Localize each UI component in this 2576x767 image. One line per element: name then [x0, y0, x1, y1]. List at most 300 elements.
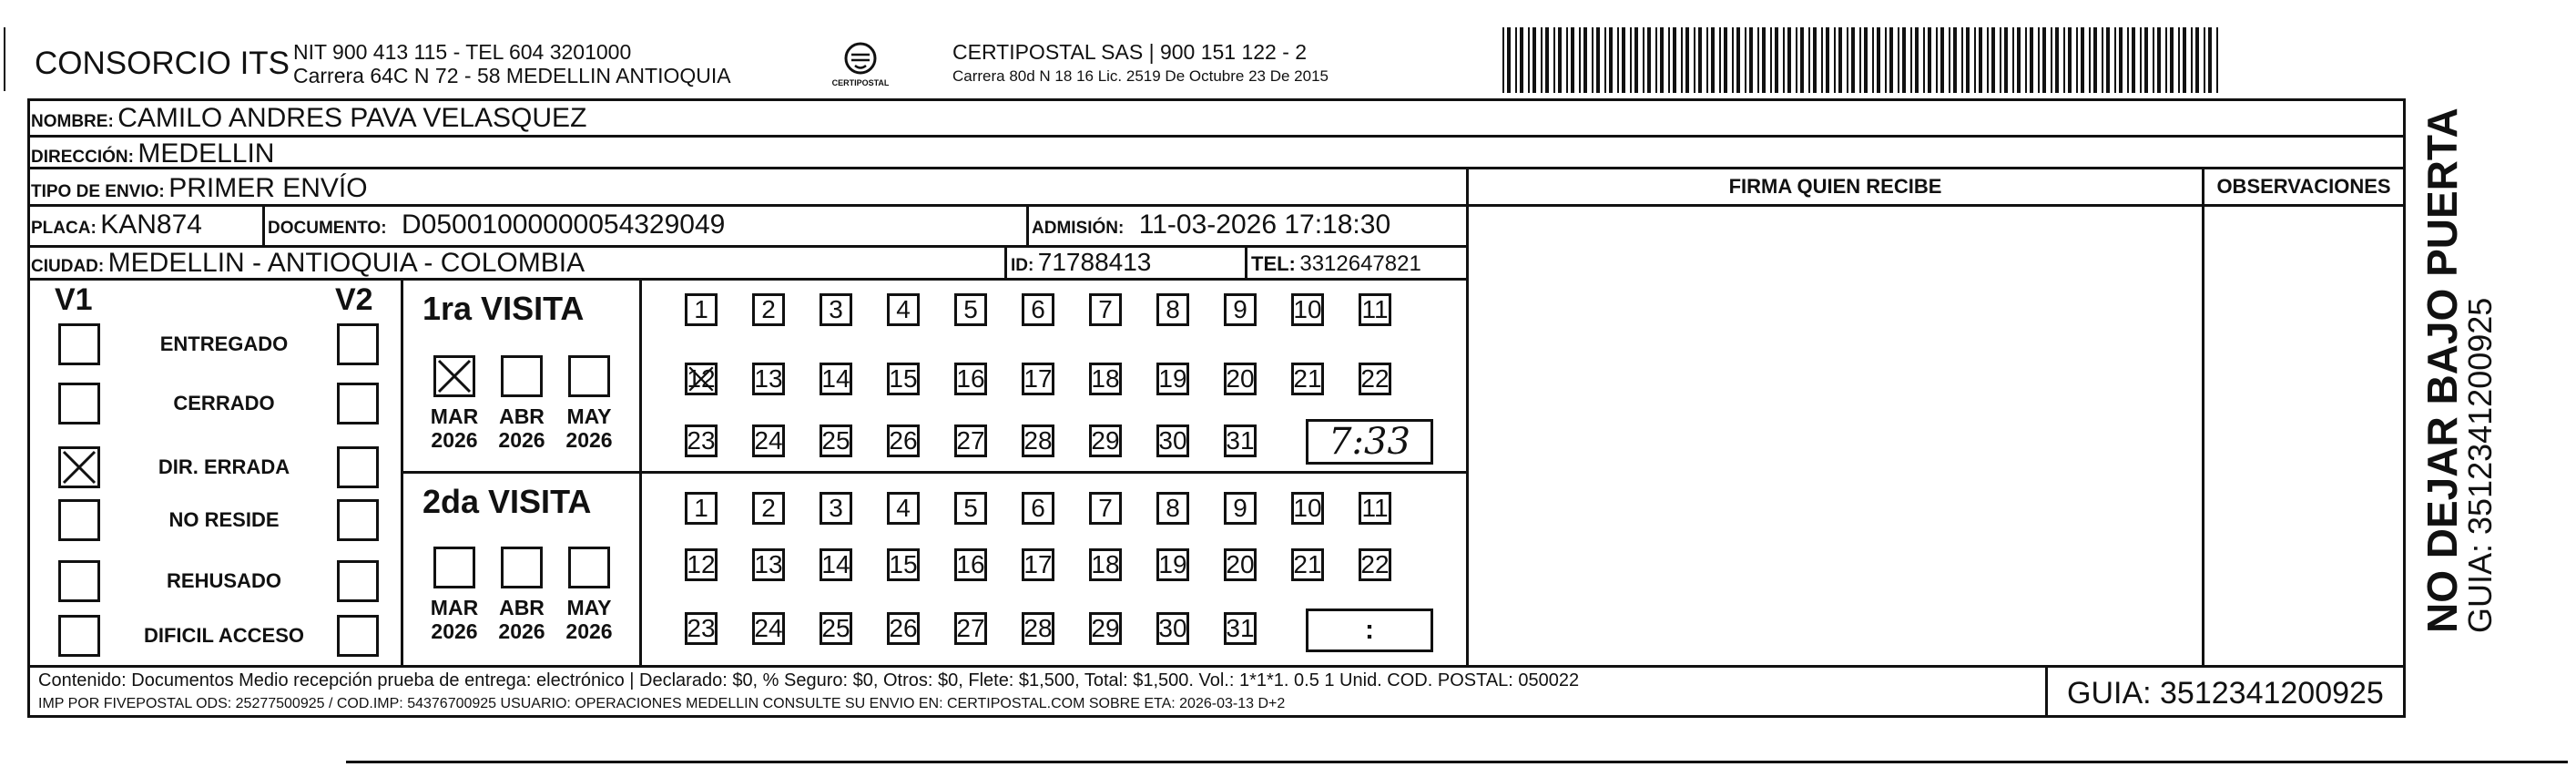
barcode-bar	[1923, 27, 1925, 93]
side-main: NO DEJAR BAJO PUERTA	[2418, 107, 2466, 633]
barcode-bar	[1579, 27, 1581, 93]
barcode-bar	[1502, 27, 1504, 93]
visit2-day-2[interactable]	[752, 492, 785, 525]
visit2-day-15[interactable]	[887, 548, 920, 581]
v2-checkbox-3[interactable]	[337, 499, 379, 541]
footer-line2: IMP POR FIVEPOSTAL ODS: 25277500925 / COD.IMP: 54376700925 USUARIO: OPERACIONES MEDELLIN CONSULTE SU ENVIO EN: CERTIPOSTAL.COM SOBRE ETA: 2026-03-13 D+2	[38, 696, 1286, 711]
barcode-bar	[2042, 27, 2046, 93]
visit2-month-year-0: 2026	[431, 619, 478, 643]
status-label-5: DIFICIL ACCESO	[143, 624, 304, 647]
visit2-day-10[interactable]	[1291, 492, 1324, 525]
barcode-bar	[1698, 27, 1702, 93]
visit1-day-28[interactable]	[1022, 424, 1054, 457]
visit1-day-label: 5	[963, 295, 978, 323]
barcode-bar	[1745, 27, 1746, 93]
visit2-month-label-1	[490, 596, 554, 643]
v2-checkbox-0[interactable]	[337, 323, 379, 365]
barcode-bar	[1889, 27, 1893, 93]
visit2-time-box[interactable]	[1306, 608, 1433, 652]
visit1-day-label: 26	[889, 426, 918, 455]
visit1-day-1[interactable]	[685, 293, 718, 326]
visit1-month-label-0	[423, 404, 486, 452]
visit2-day-12[interactable]	[685, 548, 718, 581]
barcode-bar	[1808, 27, 1810, 93]
visit1-day-label: 2	[761, 295, 776, 323]
status-label-1: CERRADO	[173, 392, 275, 414]
barcode-bar	[1902, 27, 1906, 93]
company-name: CONSORCIO ITS	[35, 46, 290, 81]
visit2-day-3[interactable]	[820, 492, 852, 525]
visit2-day-label: 4	[896, 494, 911, 522]
barcode-bar	[1834, 27, 1836, 93]
row-direccion	[31, 138, 274, 169]
visit2-month-year-2: 2026	[565, 619, 613, 643]
barcode-bar	[1545, 27, 1549, 93]
visit1-day-3[interactable]	[820, 293, 852, 326]
barcode-bar	[2063, 27, 2065, 93]
visit2-month-checkbox-2[interactable]	[568, 547, 610, 588]
barcode-bar	[1961, 27, 1963, 93]
visit1-day-label: 23	[687, 426, 716, 455]
status-label-4: REHUSADO	[167, 569, 281, 592]
visit2-day-31[interactable]	[1224, 612, 1257, 645]
visit2-day-label: 26	[889, 614, 918, 642]
visit2-day-label: 12	[687, 550, 716, 578]
visit1-month-checkbox-1[interactable]	[501, 355, 543, 397]
barcode-bar	[1872, 27, 1874, 93]
visit2-month-year-1: 2026	[498, 619, 545, 643]
visit2-month-name-2: MAY	[566, 596, 612, 619]
placa-field	[31, 210, 202, 240]
visit1-day-21[interactable]	[1291, 363, 1324, 395]
visit1-day-label: 28	[1023, 426, 1053, 455]
visit1-day-11[interactable]	[1359, 293, 1391, 326]
company-address: Carrera 64C N 72 - 58 MEDELLIN ANTIOQUIA	[293, 64, 731, 87]
visit1-day-6[interactable]	[1022, 293, 1054, 326]
barcode-bar	[1736, 27, 1740, 93]
id-value: 71788413	[1037, 248, 1152, 276]
barcode-bar	[1685, 27, 1689, 93]
visit1-day-label: 20	[1226, 364, 1255, 393]
visit1-day-18[interactable]	[1089, 363, 1122, 395]
visit2-day-label: 20	[1226, 550, 1255, 578]
visit2-day-label: 24	[754, 614, 783, 642]
barcode-bar	[1553, 27, 1555, 93]
ciudad-label: CIUDAD:	[31, 257, 105, 276]
barcode-bar	[1877, 27, 1880, 93]
company-nit-tel: NIT 900 413 115 - TEL 604 3201000	[293, 40, 632, 64]
ciudad-field	[31, 248, 585, 279]
visit1-day-13[interactable]	[752, 363, 785, 395]
visit1-day-20[interactable]	[1224, 363, 1257, 395]
v1-checkbox-3[interactable]	[58, 499, 100, 541]
barcode-bar	[2157, 27, 2161, 93]
documento-field	[268, 210, 725, 240]
barcode-bar	[1558, 27, 1562, 93]
signature-area[interactable]	[1469, 204, 2202, 665]
visit1-day-label: 14	[821, 364, 850, 393]
barcode-bar	[1762, 27, 1766, 93]
barcode-bar	[2216, 27, 2218, 93]
visit2-day-label: 2	[761, 494, 776, 522]
visit2-time: :	[1365, 615, 1374, 645]
status-label-2: DIR. ERRADA	[158, 455, 290, 478]
visit2-day-16[interactable]	[954, 548, 987, 581]
barcode-bar	[1838, 27, 1842, 93]
side-text	[2418, 107, 2545, 633]
barcode-bar	[2017, 27, 2021, 93]
visit2-day-24[interactable]	[752, 612, 785, 645]
visit2-day-5[interactable]	[954, 492, 987, 525]
visit1-day-label: 7	[1098, 295, 1113, 323]
barcode-bar	[2140, 27, 2142, 93]
visit1-day-8[interactable]	[1156, 293, 1189, 326]
visit1-day-label: 4	[896, 295, 911, 323]
barcode-bar	[1910, 27, 1912, 93]
visit1-day-label: 29	[1091, 426, 1120, 455]
visit1-month-checkbox-2[interactable]	[568, 355, 610, 397]
v2-checkbox-5[interactable]	[337, 615, 379, 657]
visit2-day-23[interactable]	[685, 612, 718, 645]
barcode-bar	[1953, 27, 1957, 93]
barcode-bar	[2030, 27, 2033, 93]
visit2-day-label: 3	[829, 494, 843, 522]
visit2-day-label: 6	[1031, 494, 1045, 522]
barcode-bar	[1711, 27, 1715, 93]
barcode-bar	[2132, 27, 2135, 93]
visit1-day-10[interactable]	[1291, 293, 1324, 326]
visit1-month-label-1	[490, 404, 554, 452]
barcode-bar	[2068, 27, 2072, 93]
observaciones-area[interactable]	[2204, 204, 2403, 665]
visit2-day-8[interactable]	[1156, 492, 1189, 525]
barcode-bar	[1732, 27, 1734, 93]
barcode-bar	[1757, 27, 1759, 93]
nombre-value: CAMILO ANDRES PAVA VELASQUEZ	[117, 103, 587, 133]
barcode-bar	[1681, 27, 1683, 93]
barcode-bar	[1749, 27, 1753, 93]
visit1-day-26[interactable]	[887, 424, 920, 457]
direccion-label: DIRECCIÓN:	[31, 148, 134, 167]
barcode-bar	[1928, 27, 1931, 93]
admision-value: 11-03-2026 17:18:30	[1138, 210, 1391, 240]
visit1-day-label: 30	[1158, 426, 1187, 455]
barcode-bar	[1940, 27, 1944, 93]
visit2-day-28[interactable]	[1022, 612, 1054, 645]
admision-label: ADMISIÓN:	[1032, 219, 1125, 238]
barcode-bar	[2183, 27, 2186, 93]
visit2-day-label: 27	[956, 614, 985, 642]
visit1-day-24[interactable]	[752, 424, 785, 457]
barcode-bar	[1528, 27, 1530, 93]
barcode-bar	[1706, 27, 1708, 93]
tipo-label: TIPO DE ENVIO:	[31, 182, 165, 201]
visit1-title: 1ra VISITA	[423, 290, 585, 327]
visit2-day-19[interactable]	[1156, 548, 1189, 581]
barcode-bar	[1515, 27, 1517, 93]
barcode-bar	[1532, 27, 1536, 93]
visit2-day-label: 19	[1158, 550, 1187, 578]
barcode-bar	[2178, 27, 2180, 93]
barcode-bar	[2038, 27, 2040, 93]
barcode-bar	[1694, 27, 1695, 93]
barcode-bar	[2025, 27, 2027, 93]
visit2-day-label: 14	[821, 550, 850, 578]
visit2-day-label: 5	[963, 494, 978, 522]
visit1-month-label-2	[557, 404, 621, 452]
barcode-bar	[1966, 27, 1970, 93]
visit2-day-label: 8	[1166, 494, 1180, 522]
visit2-day-13[interactable]	[752, 548, 785, 581]
v2-checkbox-1[interactable]	[337, 383, 379, 424]
barcode-bar	[1520, 27, 1523, 93]
firma-header: FIRMA QUIEN RECIBE	[1728, 175, 1942, 198]
visit1-day-label: 21	[1293, 364, 1322, 393]
v1-checkbox-4[interactable]	[58, 560, 100, 602]
v1-header: V1	[55, 282, 93, 317]
visit2-month-label-2	[557, 596, 621, 643]
visit1-month-year-1: 2026	[498, 428, 545, 452]
barcode-bar	[2119, 27, 2123, 93]
row-tipo	[31, 173, 368, 204]
visit2-day-22[interactable]	[1359, 548, 1391, 581]
barcode-bar	[1783, 27, 1785, 93]
barcode-bar	[1719, 27, 1721, 93]
visit1-day-label: 1	[694, 295, 708, 323]
barcode-bar	[2093, 27, 2097, 93]
barcode-bar	[1787, 27, 1791, 93]
visit2-day-21[interactable]	[1291, 548, 1324, 581]
visit2-day-30[interactable]	[1156, 612, 1189, 645]
barcode-bar	[1583, 27, 1587, 93]
barcode-bar	[1813, 27, 1817, 93]
visit2-day-4[interactable]	[887, 492, 920, 525]
visit2-day-18[interactable]	[1089, 548, 1122, 581]
barcode	[1502, 27, 2222, 93]
v2-checkbox-2[interactable]	[337, 446, 379, 488]
visit1-day-7[interactable]	[1089, 293, 1122, 326]
visit2-day-6[interactable]	[1022, 492, 1054, 525]
visit2-day-11[interactable]	[1359, 492, 1391, 525]
visit1-day-30[interactable]	[1156, 424, 1189, 457]
visit2-month-name-1: ABR	[499, 596, 545, 619]
visit1-day-label: 11	[1361, 295, 1389, 323]
observaciones-header: OBSERVACIONES	[2216, 175, 2391, 198]
visit1-day-label: 12	[687, 364, 716, 393]
visit1-day-label: 31	[1226, 426, 1255, 455]
barcode-bar	[1647, 27, 1651, 93]
visit1-day-label: 18	[1091, 364, 1120, 393]
visit2-day-1[interactable]	[685, 492, 718, 525]
barcode-bar	[1622, 27, 1625, 93]
v1-checkbox-1[interactable]	[58, 383, 100, 424]
barcode-bar	[1770, 27, 1772, 93]
visit1-day-5[interactable]	[954, 293, 987, 326]
v2-header: V2	[335, 282, 373, 317]
visit2-day-label: 15	[889, 550, 918, 578]
visit1-day-label: 6	[1031, 295, 1045, 323]
barcode-bar	[1592, 27, 1593, 93]
certipostal-logo	[824, 38, 897, 91]
barcode-bar	[1571, 27, 1574, 93]
barcode-bar	[1800, 27, 1804, 93]
barcode-bar	[2081, 27, 2084, 93]
barcode-bar	[2208, 27, 2212, 93]
barcode-bar	[1660, 27, 1664, 93]
visit2-day-label: 28	[1023, 614, 1053, 642]
visit2-day-label: 21	[1293, 550, 1322, 578]
barcode-bar	[2051, 27, 2052, 93]
barcode-bar	[1668, 27, 1670, 93]
barcode-bar	[1898, 27, 1899, 93]
visit2-day-7[interactable]	[1089, 492, 1122, 525]
ciudad-value: MEDELLIN - ANTIOQUIA - COLOMBIA	[107, 248, 585, 278]
visit2-title: 2da VISITA	[423, 483, 592, 520]
barcode-bar	[2055, 27, 2059, 93]
visit2-day-27[interactable]	[954, 612, 987, 645]
visit2-month-checkbox-1[interactable]	[501, 547, 543, 588]
visit1-day-19[interactable]	[1156, 363, 1189, 395]
v1-checkbox-0[interactable]	[58, 323, 100, 365]
barcode-bar	[1949, 27, 1950, 93]
status-label-0: ENTREGADO	[159, 332, 289, 355]
barcode-bar	[1974, 27, 1976, 93]
visit1-day-label: 24	[754, 426, 783, 455]
v2-checkbox-4[interactable]	[337, 560, 379, 602]
visit1-day-16[interactable]	[954, 363, 987, 395]
placa-label: PLACA:	[31, 219, 97, 238]
barcode-bar	[2000, 27, 2001, 93]
barcode-bar	[1630, 27, 1632, 93]
visit1-day-22[interactable]	[1359, 363, 1391, 395]
visit1-day-12[interactable]	[685, 363, 718, 395]
visit1-day-label: 9	[1233, 295, 1247, 323]
visit1-day-label: 27	[956, 426, 985, 455]
visit2-month-name-0: MAR	[430, 596, 479, 619]
visit2-day-label: 30	[1158, 614, 1187, 642]
visit1-day-label: 17	[1023, 364, 1053, 393]
barcode-bar	[1507, 27, 1511, 93]
barcode-bar	[2004, 27, 2008, 93]
visit1-month-name-1: ABR	[499, 404, 545, 428]
footer-line1: Contenido: Documentos Medio recepción prueba de entrega: electrónico | Declarado: $0, % Seguro: $0, Otros: $0, Flete: $1,500, Total: $1,500. Vol.: 1*1*1. 0.5 1 Unid. COD. POSTAL: 050022	[38, 670, 1580, 690]
barcode-bar	[1864, 27, 1868, 93]
visit1-day-25[interactable]	[820, 424, 852, 457]
v1-checkbox-5[interactable]	[58, 615, 100, 657]
visit2-day-20[interactable]	[1224, 548, 1257, 581]
visit2-day-17[interactable]	[1022, 548, 1054, 581]
visit2-day-label: 29	[1091, 614, 1120, 642]
visit2-day-label: 7	[1098, 494, 1113, 522]
visit1-day-31[interactable]	[1224, 424, 1257, 457]
visit2-day-25[interactable]	[820, 612, 852, 645]
barcode-bar	[2153, 27, 2154, 93]
tel-value: 3312647821	[1299, 251, 1421, 276]
visit2-day-label: 13	[754, 550, 783, 578]
visit1-day-15[interactable]	[887, 363, 920, 395]
visit1-day-17[interactable]	[1022, 363, 1054, 395]
visit2-day-label: 1	[694, 494, 708, 522]
barcode-bar	[1604, 27, 1606, 93]
visit2-day-label: 11	[1361, 494, 1389, 522]
visit2-day-14[interactable]	[820, 548, 852, 581]
status-label-3: NO RESIDE	[168, 508, 280, 531]
visit1-month-checkbox-0[interactable]	[433, 355, 475, 397]
visit1-day-label: 22	[1360, 364, 1390, 393]
barcode-bar	[1673, 27, 1676, 93]
visit2-day-label: 23	[687, 614, 716, 642]
visit1-time-box[interactable]	[1306, 419, 1433, 465]
barcode-bar	[2195, 27, 2199, 93]
visit2-day-label: 9	[1233, 494, 1247, 522]
barcode-bar	[1915, 27, 1919, 93]
visit2-day-label: 16	[956, 550, 985, 578]
barcode-bar	[1541, 27, 1543, 93]
footer-guia: GUIA: 3512341200925	[2067, 676, 2384, 711]
visit1-day-2[interactable]	[752, 293, 785, 326]
visit2-day-26[interactable]	[887, 612, 920, 645]
visit1-time: 7:33	[1329, 421, 1410, 463]
tipo-value: PRIMER ENVÍO	[168, 173, 368, 203]
barcode-bar	[1617, 27, 1619, 93]
barcode-bar	[1987, 27, 1989, 93]
barcode-bar	[1979, 27, 1982, 93]
visit1-day-29[interactable]	[1089, 424, 1122, 457]
barcode-bar	[2170, 27, 2174, 93]
visit1-day-4[interactable]	[887, 293, 920, 326]
barcode-bar	[1885, 27, 1887, 93]
barcode-bar	[1609, 27, 1613, 93]
visit2-day-29[interactable]	[1089, 612, 1122, 645]
barcode-bar	[1859, 27, 1861, 93]
visit1-day-label: 25	[821, 426, 850, 455]
bottom-rule	[346, 761, 2568, 763]
tel-field	[1251, 251, 1421, 277]
barcode-bar	[2127, 27, 2129, 93]
visit1-day-label: 19	[1158, 364, 1187, 393]
barcode-bar	[2191, 27, 2193, 93]
visit1-day-14[interactable]	[820, 363, 852, 395]
barcode-bar	[2012, 27, 2014, 93]
visit2-day-label: 31	[1226, 614, 1255, 642]
documento-value: D05001000000054329049	[402, 210, 726, 240]
barcode-bar	[1826, 27, 1829, 93]
logo-text: CERTIPOSTAL	[831, 78, 890, 87]
barcode-bar	[1566, 27, 1568, 93]
visit2-day-9[interactable]	[1224, 492, 1257, 525]
barcode-bar	[1847, 27, 1848, 93]
visit1-day-27[interactable]	[954, 424, 987, 457]
barcode-bar	[2144, 27, 2148, 93]
documento-label: DOCUMENTO:	[268, 219, 387, 238]
certipostal-line1: CERTIPOSTAL SAS | 900 151 122 - 2	[952, 40, 1308, 64]
visit2-day-label: 22	[1360, 550, 1390, 578]
barcode-bar	[2102, 27, 2103, 93]
visit2-month-checkbox-0[interactable]	[433, 547, 475, 588]
barcode-bar	[1851, 27, 1855, 93]
visit1-day-9[interactable]	[1224, 293, 1257, 326]
barcode-bar	[2204, 27, 2205, 93]
visit1-month-name-0: MAR	[430, 404, 479, 428]
admision-field	[1032, 210, 1390, 240]
barcode-bar	[1991, 27, 1995, 93]
visit2-day-label: 17	[1023, 550, 1053, 578]
tel-label: TEL:	[1251, 252, 1296, 275]
nombre-label: NOMBRE:	[31, 112, 114, 131]
visit1-day-23[interactable]	[685, 424, 718, 457]
v1-checkbox-2[interactable]	[58, 446, 100, 488]
barcode-bar	[1596, 27, 1600, 93]
